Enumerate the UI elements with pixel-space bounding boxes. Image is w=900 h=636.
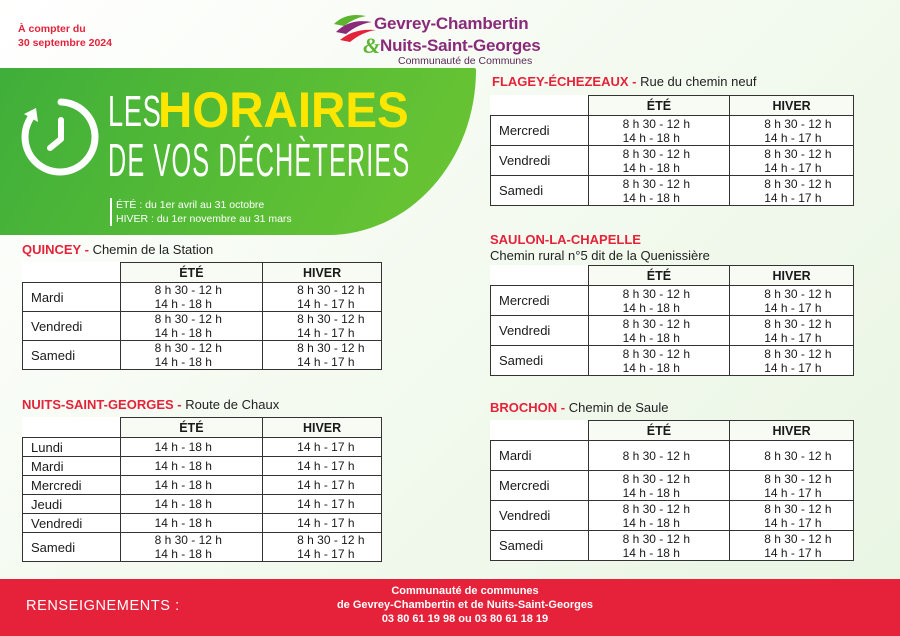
time-slot: 14 h - 18 h xyxy=(154,478,212,492)
time-slot: 14 h - 18 h xyxy=(622,130,680,145)
time-slot: 8 h 30 - 12 h xyxy=(154,283,222,297)
time-slot: 14 h - 17 h xyxy=(297,440,355,454)
header-spacer xyxy=(23,263,121,283)
time-slot: 14 h - 18 h xyxy=(154,326,212,340)
header-spacer xyxy=(491,96,589,116)
time-slot: 8 h 30 - 12 h xyxy=(764,501,832,516)
time-slot: 14 h - 18 h xyxy=(154,459,212,473)
time-slot: 8 h 30 - 12 h xyxy=(764,471,832,486)
day-label: Mardi xyxy=(491,441,589,471)
day-label: Mardi xyxy=(23,457,121,476)
community-logo xyxy=(332,6,592,68)
hours-winter xyxy=(263,438,382,457)
time-slot: 14 h - 17 h xyxy=(297,355,355,369)
day-label: Samedi xyxy=(23,341,121,370)
site-address: Chemin de la Station xyxy=(92,242,214,257)
hours-summer xyxy=(588,146,730,176)
hours-winter xyxy=(263,457,382,476)
time-slot: 8 h 30 - 12 h xyxy=(154,533,222,547)
time-slot: 8 h 30 - 12 h xyxy=(154,312,222,326)
site-heading-quincey xyxy=(22,242,213,257)
hours-winter xyxy=(730,116,854,146)
time-slot: 8 h 30 - 12 h xyxy=(154,341,222,355)
logo-ampersand: & xyxy=(363,33,381,58)
schedule-table-quincey xyxy=(22,262,382,370)
hours-summer xyxy=(120,438,263,457)
season-dates xyxy=(110,198,292,226)
time-slot: 8 h 30 - 12 h xyxy=(764,116,832,131)
time-slot: 8 h 30 - 12 h xyxy=(622,501,690,516)
schedule-row xyxy=(491,531,854,561)
day-label: Samedi xyxy=(491,346,589,376)
hours-summer xyxy=(588,501,730,531)
site-name: QUINCEY xyxy=(22,242,81,257)
day-label: Samedi xyxy=(491,531,589,561)
day-label: Mercredi xyxy=(23,476,121,495)
hours-summer xyxy=(120,514,263,533)
time-slot: 8 h 30 - 12 h xyxy=(622,286,690,301)
time-slot: 8 h 30 - 12 h xyxy=(297,341,365,355)
time-slot: 14 h - 17 h xyxy=(297,478,355,492)
header-spacer xyxy=(23,418,121,438)
time-slot: 8 h 30 - 12 h xyxy=(622,116,690,131)
site-name: BROCHON xyxy=(490,400,558,415)
column-header-summer: ÉTÉ xyxy=(588,96,730,116)
hours-winter xyxy=(730,441,854,471)
schedule-table-brochon xyxy=(490,420,854,561)
time-slot: 14 h - 17 h xyxy=(297,547,355,561)
hours-summer xyxy=(120,533,263,562)
site-heading-nuits xyxy=(22,397,279,412)
schedule-row xyxy=(23,283,382,312)
day-label: Mercredi xyxy=(491,116,589,146)
effective-date-note xyxy=(18,22,112,50)
time-slot: 8 h 30 - 12 h xyxy=(764,531,832,546)
time-slot: 14 h - 17 h xyxy=(764,190,822,205)
header-spacer xyxy=(491,266,589,286)
schedule-row xyxy=(23,533,382,562)
time-slot: 14 h - 18 h xyxy=(622,515,680,530)
schedule-row xyxy=(491,501,854,531)
time-slot: 14 h - 17 h xyxy=(764,160,822,175)
hours-winter xyxy=(730,176,854,206)
footer-org-line2: de Gevrey-Chambertin et de Nuits-Saint-Georges xyxy=(336,599,594,611)
time-slot: 14 h - 18 h xyxy=(622,160,680,175)
logo-text-communaute: Communauté de Communes xyxy=(398,55,533,67)
hours-summer xyxy=(120,457,263,476)
hours-summer xyxy=(120,476,263,495)
hours-summer xyxy=(588,176,730,206)
column-header-winter: HIVER xyxy=(730,96,854,116)
hours-winter xyxy=(263,341,382,370)
time-slot: 14 h - 18 h xyxy=(622,485,680,500)
schedule-row xyxy=(23,312,382,341)
hours-summer xyxy=(120,341,263,370)
time-slot: 14 h - 17 h xyxy=(764,360,822,375)
time-slot: 14 h - 18 h xyxy=(154,297,212,311)
day-label: Samedi xyxy=(491,176,589,206)
time-slot: 8 h 30 - 12 h xyxy=(764,346,832,361)
logo-text-gevrey: Gevrey-Chambertin xyxy=(374,14,529,33)
hours-summer xyxy=(120,312,263,341)
hours-winter xyxy=(730,146,854,176)
schedule-table-nuits xyxy=(22,417,382,562)
column-header-summer: ÉTÉ xyxy=(588,266,730,286)
time-slot: 14 h - 17 h xyxy=(764,130,822,145)
time-slot: 14 h - 18 h xyxy=(154,440,212,454)
day-label: Vendredi xyxy=(491,146,589,176)
schedule-row xyxy=(491,176,854,206)
schedule-table-saulon xyxy=(490,265,854,376)
effective-date-line1: À compter du xyxy=(18,23,86,35)
time-slot: 8 h 30 - 12 h xyxy=(764,448,832,463)
time-slot: 8 h 30 - 12 h xyxy=(622,146,690,161)
time-slot: 14 h - 18 h xyxy=(622,545,680,560)
time-slot: 14 h - 17 h xyxy=(764,485,822,500)
time-slot: 8 h 30 - 12 h xyxy=(297,533,365,547)
site-heading-saulon xyxy=(490,232,641,247)
hours-winter xyxy=(263,495,382,514)
season-summer: ÉTÉ : du 1er avril au 31 octobre xyxy=(116,199,265,211)
schedule-row xyxy=(491,471,854,501)
day-label: Mardi xyxy=(23,283,121,312)
schedule-row xyxy=(23,495,382,514)
hours-winter xyxy=(263,476,382,495)
site-separator: - xyxy=(628,74,641,89)
day-label: Jeudi xyxy=(23,495,121,514)
site-name: SAULON-LA-CHAPELLE xyxy=(490,232,641,247)
schedule-row xyxy=(491,441,854,471)
time-slot: 14 h - 17 h xyxy=(764,300,822,315)
time-slot: 8 h 30 - 12 h xyxy=(622,448,690,463)
site-separator: - xyxy=(81,242,93,257)
time-slot: 8 h 30 - 12 h xyxy=(622,316,690,331)
day-label: Vendredi xyxy=(23,312,121,341)
time-slot: 8 h 30 - 12 h xyxy=(622,346,690,361)
clock-icon xyxy=(18,94,104,180)
hours-winter xyxy=(730,471,854,501)
day-label: Vendredi xyxy=(491,501,589,531)
season-winter: HIVER : du 1er novembre au 31 mars xyxy=(116,213,292,225)
hours-winter xyxy=(263,283,382,312)
schedule-row xyxy=(23,438,382,457)
day-label: Vendredi xyxy=(23,514,121,533)
column-header-winter: HIVER xyxy=(730,266,854,286)
day-label: Mercredi xyxy=(491,471,589,501)
title-subtitle: DE VOS DÉCHÈTERIES xyxy=(108,134,411,186)
time-slot: 14 h - 17 h xyxy=(297,326,355,340)
site-heading-brochon xyxy=(490,400,668,415)
hours-summer xyxy=(588,286,730,316)
time-slot: 14 h - 17 h xyxy=(297,516,355,530)
column-header-winter: HIVER xyxy=(730,421,854,441)
time-slot: 14 h - 17 h xyxy=(297,459,355,473)
time-slot: 14 h - 18 h xyxy=(154,355,212,369)
footer-label: RENSEIGNEMENTS : xyxy=(26,598,180,614)
time-slot: 14 h - 17 h xyxy=(297,497,355,511)
day-label: Samedi xyxy=(23,533,121,562)
header-spacer xyxy=(491,421,589,441)
time-slot: 14 h - 18 h xyxy=(622,300,680,315)
day-label: Lundi xyxy=(23,438,121,457)
time-slot: 14 h - 18 h xyxy=(154,547,212,561)
hours-summer xyxy=(588,441,730,471)
hours-summer xyxy=(120,495,263,514)
column-header-summer: ÉTÉ xyxy=(120,263,263,283)
schedule-row xyxy=(491,316,854,346)
day-label: Mercredi xyxy=(491,286,589,316)
site-name: FLAGEY-ÉCHEZEAUX xyxy=(492,74,629,89)
hours-summer xyxy=(588,116,730,146)
hours-winter xyxy=(730,501,854,531)
footer-contact xyxy=(290,584,640,626)
time-slot: 14 h - 17 h xyxy=(297,297,355,311)
site-address: Rue du chemin neuf xyxy=(640,74,757,89)
site-address: Route de Chaux xyxy=(185,397,280,412)
hours-winter xyxy=(730,316,854,346)
time-slot: 14 h - 17 h xyxy=(764,545,822,560)
time-slot: 14 h - 17 h xyxy=(764,515,822,530)
time-slot: 8 h 30 - 12 h xyxy=(764,316,832,331)
time-slot: 8 h 30 - 12 h xyxy=(622,176,690,191)
schedule-row xyxy=(491,346,854,376)
site-address: Chemin de Saule xyxy=(568,400,669,415)
time-slot: 8 h 30 - 12 h xyxy=(622,531,690,546)
logo-text-nuits: Nuits-Saint-Georges xyxy=(380,36,541,55)
hours-winter xyxy=(730,346,854,376)
time-slot: 14 h - 18 h xyxy=(154,516,212,530)
title-les: LES xyxy=(108,87,162,136)
hours-winter xyxy=(730,286,854,316)
title-horaires: HORAIRES xyxy=(158,82,409,138)
site-separator: - xyxy=(173,397,186,412)
time-slot: 8 h 30 - 12 h xyxy=(764,146,832,161)
time-slot: 14 h - 18 h xyxy=(622,190,680,205)
time-slot: 14 h - 18 h xyxy=(622,330,680,345)
time-slot: 14 h - 17 h xyxy=(764,330,822,345)
footer-phones: 03 80 61 19 98 ou 03 80 61 18 19 xyxy=(381,613,549,625)
schedule-row xyxy=(23,457,382,476)
effective-date-line2: 30 septembre 2024 xyxy=(18,37,112,49)
site-address-saulon: Chemin rural n°5 dit de la Quenissière xyxy=(490,248,710,263)
time-slot: 8 h 30 - 12 h xyxy=(764,176,832,191)
time-slot: 8 h 30 - 12 h xyxy=(297,283,365,297)
schedule-row xyxy=(491,146,854,176)
hours-summer xyxy=(588,316,730,346)
hours-winter xyxy=(730,531,854,561)
time-slot: 8 h 30 - 12 h xyxy=(297,312,365,326)
column-header-summer: ÉTÉ xyxy=(588,421,730,441)
schedule-row xyxy=(23,476,382,495)
day-label: Vendredi xyxy=(491,316,589,346)
hours-summer xyxy=(588,346,730,376)
column-header-winter: HIVER xyxy=(263,418,382,438)
schedule-row xyxy=(23,341,382,370)
hours-winter xyxy=(263,312,382,341)
hours-summer xyxy=(588,531,730,561)
site-separator: - xyxy=(557,400,569,415)
schedule-table-flagey xyxy=(490,95,854,206)
hours-winter xyxy=(263,514,382,533)
site-heading-flagey xyxy=(492,74,756,89)
hours-summer xyxy=(588,471,730,501)
time-slot: 14 h - 18 h xyxy=(622,360,680,375)
time-slot: 8 h 30 - 12 h xyxy=(764,286,832,301)
time-slot: 8 h 30 - 12 h xyxy=(622,471,690,486)
hours-winter xyxy=(263,533,382,562)
footer-org-line1: Communauté de communes xyxy=(391,585,539,597)
hours-summer xyxy=(120,283,263,312)
schedule-row xyxy=(23,514,382,533)
column-header-winter: HIVER xyxy=(263,263,382,283)
schedule-row xyxy=(491,286,854,316)
site-name: NUITS-SAINT-GEORGES xyxy=(22,397,174,412)
schedule-row xyxy=(491,116,854,146)
time-slot: 14 h - 18 h xyxy=(154,497,212,511)
column-header-summer: ÉTÉ xyxy=(120,418,263,438)
